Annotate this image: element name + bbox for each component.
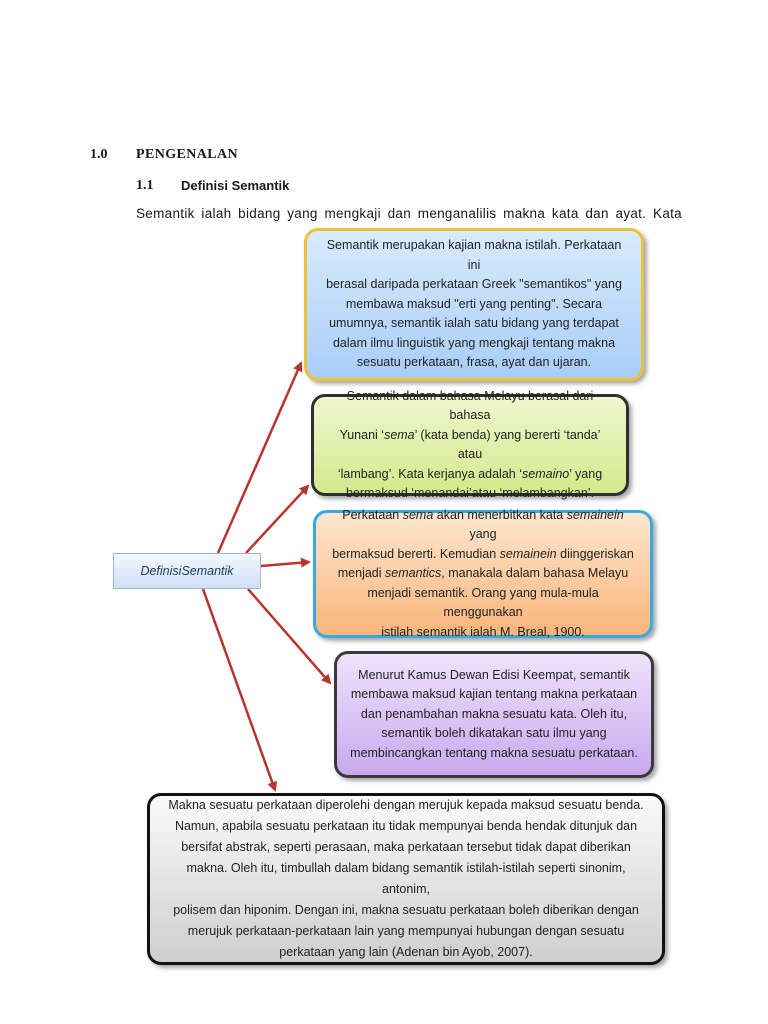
definition-box-meaning [147, 793, 665, 965]
box4-line: dan penambahan makna sesuatu kata. Oleh itu, [360, 706, 628, 721]
subsection-title: Definisi Semantik [181, 178, 290, 193]
box5-line: polisem dan hiponim. Dengan ini, makna sesuatu perkataan boleh diberikan dengan [173, 903, 639, 917]
box5-line: Makna sesuatu perkataan diperolehi dengan merujuk kepada maksud sesuatu benda. [168, 798, 644, 812]
box2-line: Semantik dalam bahasa Melayu berasal dari bahasa [346, 388, 594, 422]
box4-line: membawa maksud kajian tentang makna perkataan [350, 687, 638, 702]
box3-line: bermaksud bererti. Kemudian semainein diinggeriskan [332, 546, 634, 561]
section-number: 1.0 [90, 147, 108, 162]
box5-line: merujuk perkataan-perkataan lain yang mempunyai hubungan dengan sesuatu [187, 924, 625, 938]
definition-box-etymology-greek [304, 228, 644, 381]
intro-paragraph: Semantik ialah bidang yang mengkaji dan menganalilis makna kata dan ayat. Kata [136, 206, 682, 221]
box4-line: Menurut Kamus Dewan Edisi Keempat, semantik [358, 667, 630, 682]
box5-line: bersifat abstrak, seperti perasaan, maka perkataan tersebut tidak dapat diberikan [181, 840, 631, 854]
box3-line: Perkataan sema akan menerbitkan kata semainein yang [342, 507, 624, 542]
box4-line: semantik boleh dikatakan satu ilmu yang [381, 726, 607, 741]
box5-line: Namun, apabila sesuatu perkataan itu tidak mempunyai benda hendak ditunjuk dan [174, 819, 638, 833]
definition-box-derivation [313, 507, 653, 639]
subsection-number: 1.1 [136, 178, 154, 193]
box5-line: makna. Oleh itu, timbullah dalam bidang semantik istilah-istilah seperti sinonim, antonim, [186, 861, 626, 896]
box1-line: umumnya, semantik ialah satu bidang yang terdapat [329, 316, 619, 331]
definition-box-etymology-yunani [311, 388, 629, 500]
box2-line: bermaksud ‘menandai’atau ‘melambangkan’. [345, 486, 595, 500]
box2-line: Yunani ‘sema’ (kata benda) yang bererti ‘tanda’ atau [339, 427, 601, 461]
arrow-to-box1 [218, 363, 301, 553]
box3-line: menjadi semantik. Orang yang mula-mula menggunakan [367, 585, 599, 620]
box1-line: sesuatu perkataan, frasa, ayat dan ujaran. [356, 355, 592, 370]
central-concept-box [113, 553, 261, 589]
arrow-to-box2 [246, 486, 308, 553]
box5-line: perkataan yang lain (Adenan bin Ayob, 2007). [279, 945, 533, 959]
box3-line: istilah semantik ialah M. Breal, 1900. [381, 624, 585, 639]
box1-line: membawa maksud "erti yang penting". Secara [345, 296, 603, 311]
arrow-to-box5 [203, 589, 275, 790]
box1-line: berasal daripada perkataan Greek "semantikos" yang [326, 277, 622, 292]
box4-line: membincangkan tentang makna sesuatu perkataan. [350, 745, 638, 760]
central-concept-label: DefinisiSemantik [140, 564, 234, 578]
definition-box-kamus-dewan [334, 651, 654, 778]
section-title: PENGENALAN [136, 147, 239, 162]
arrow-to-box3 [261, 562, 309, 566]
box2-line: ‘lambang’. Kata kerjanya adalah ‘semaino’ yang [337, 466, 603, 481]
box1-line: Semantik merupakan kajian makna istilah. Perkataan ini [326, 238, 622, 272]
box1-line: dalam ilmu linguistik yang mengkaji tentang makna [332, 335, 616, 350]
box3-line: menjadi semantics, manakala dalam bahasa Melayu [337, 566, 629, 581]
